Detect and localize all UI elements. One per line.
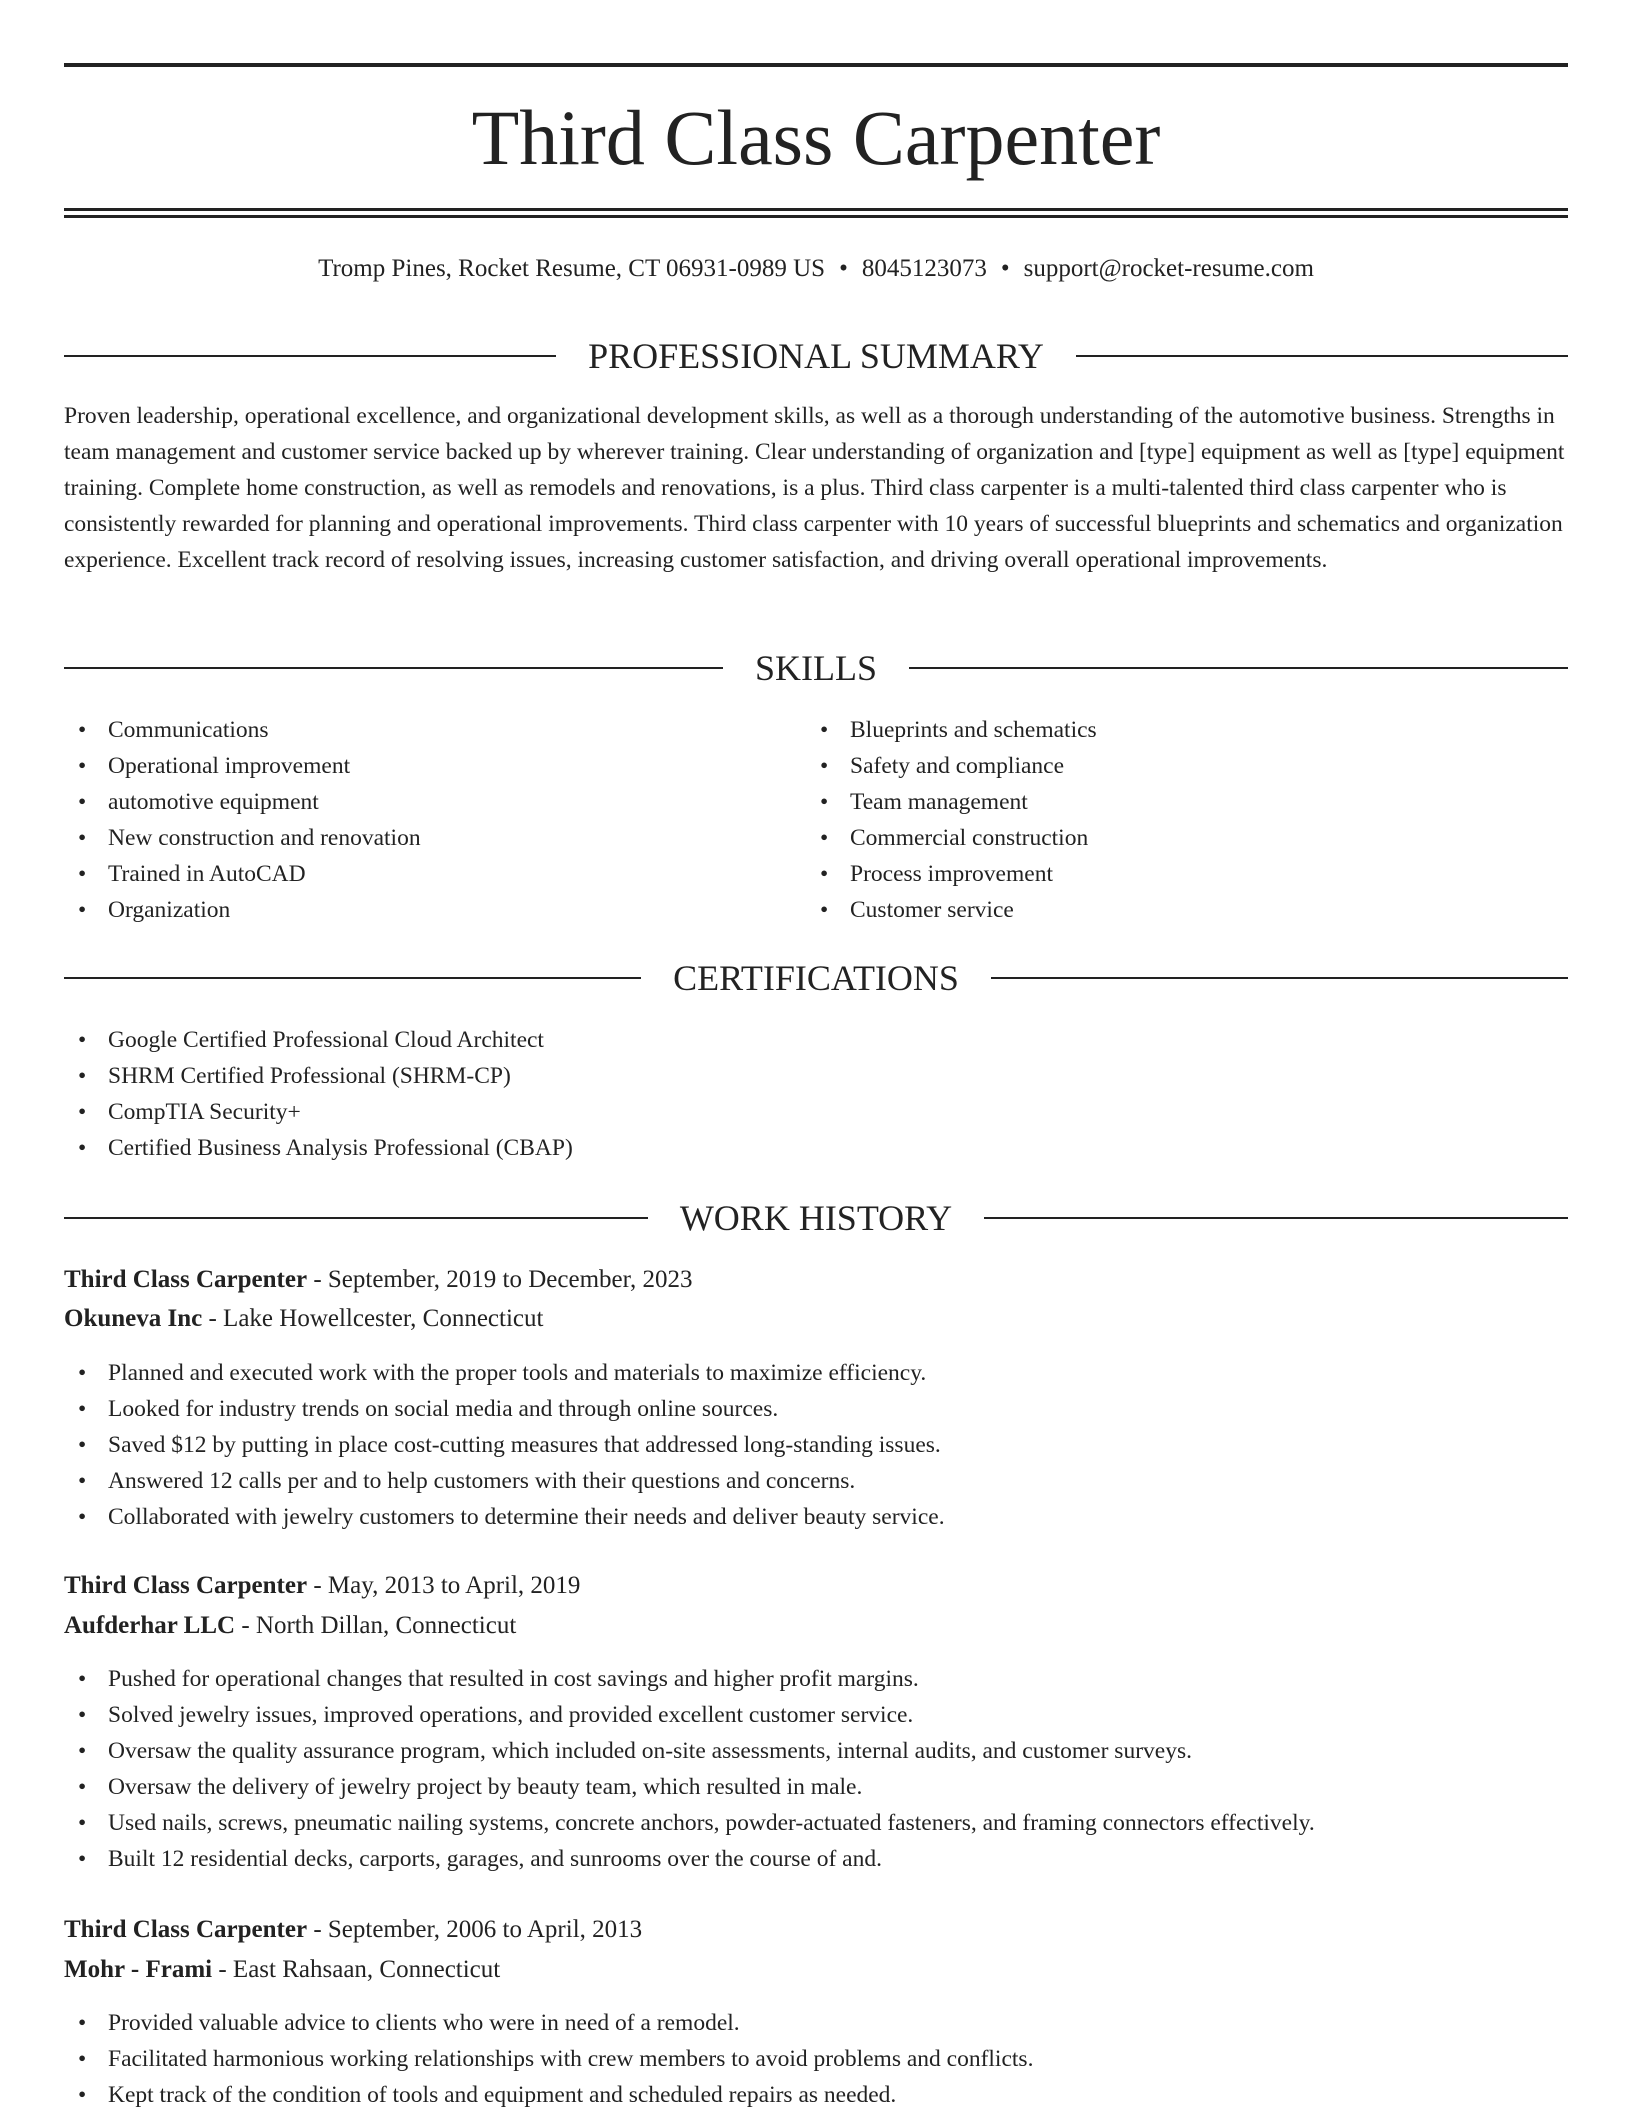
heading-rule bbox=[991, 977, 1568, 979]
header-double-rule bbox=[64, 208, 1568, 218]
job-title-line bbox=[64, 1912, 1568, 1948]
job-company: Aufderhar LLC bbox=[64, 1612, 236, 1639]
job-dates: - September, 2019 to December, 2023 bbox=[307, 1266, 693, 1293]
job-location: - Lake Howellcester, Connecticut bbox=[202, 1305, 544, 1332]
job-bullets bbox=[64, 1355, 1568, 1535]
job-title-line bbox=[64, 1262, 1568, 1298]
heading-rule bbox=[909, 667, 1568, 669]
job-bullet: • Solved jewelry issues, improved operations, and provided excellent customer service. bbox=[64, 1697, 1568, 1733]
section-heading-certifications bbox=[64, 956, 1568, 1000]
skills-list-left bbox=[64, 712, 764, 928]
candidate-name: Third Class Carpenter bbox=[471, 94, 1161, 181]
certifications-list bbox=[64, 1022, 1568, 1166]
contact-separator: • bbox=[1000, 255, 1010, 282]
job-bullet: • Kept track of the condition of tools and equipment and scheduled repairs as needed. bbox=[64, 2077, 1568, 2113]
job-title-line bbox=[64, 1568, 1568, 1604]
contact-phone: 8045123073 bbox=[861, 255, 987, 282]
skill-item: • automotive equipment bbox=[64, 784, 764, 820]
job-bullet: • Oversaw the quality assurance program, which included on-site assessments, internal audits, and customer surveys. bbox=[64, 1733, 1568, 1769]
certification-item: • Certified Business Analysis Professional (CBAP) bbox=[64, 1130, 1568, 1166]
skills-list-right bbox=[806, 712, 1506, 928]
job-bullet: • Provided valuable advice to clients who were in need of a remodel. bbox=[64, 2005, 1568, 2041]
heading-rule bbox=[1076, 355, 1568, 357]
contact-separator: • bbox=[839, 255, 848, 282]
job-bullet: • Oversaw the delivery of jewelry project by beauty team, which resulted in male. bbox=[64, 1769, 1568, 1805]
heading-rule bbox=[64, 667, 723, 669]
heading-rule bbox=[64, 1217, 648, 1219]
job-title: Third Class Carpenter bbox=[64, 1916, 308, 1943]
skill-item: • Operational improvement bbox=[64, 748, 764, 784]
skill-item: • Blueprints and schematics bbox=[806, 712, 1506, 748]
section-heading-skills bbox=[64, 646, 1568, 690]
heading-rule bbox=[64, 977, 641, 979]
contact-line bbox=[64, 252, 1568, 286]
job-company-line bbox=[64, 1952, 1568, 1988]
job-title: Third Class Carpenter bbox=[64, 1266, 308, 1293]
section-title: WORK HISTORY bbox=[679, 1198, 953, 1238]
job-company: Okuneva Inc bbox=[64, 1305, 203, 1332]
job-location: - East Rahsaan, Connecticut bbox=[212, 1956, 501, 1983]
skill-item: • Team management bbox=[806, 784, 1506, 820]
job-title: Third Class Carpenter bbox=[64, 1572, 308, 1599]
section-heading-summary bbox=[64, 334, 1568, 378]
skill-item: • Process improvement bbox=[806, 856, 1506, 892]
section-title: SKILLS bbox=[755, 648, 878, 688]
job-bullet: • Answered 12 calls per and to help customers with their questions and concerns. bbox=[64, 1463, 1568, 1499]
skill-item: • Commercial construction bbox=[806, 820, 1506, 856]
certification-item: • CompTIA Security+ bbox=[64, 1094, 1568, 1130]
skill-item: • Organization bbox=[64, 892, 764, 928]
skill-item: • Safety and compliance bbox=[806, 748, 1506, 784]
job-company: Mohr - Frami bbox=[64, 1956, 213, 1983]
job-bullet: • Built 12 residential decks, carports, garages, and sunrooms over the course of and. bbox=[64, 1841, 1568, 1877]
job-bullets bbox=[64, 2005, 1568, 2113]
job-dates: - May, 2013 to April, 2019 bbox=[307, 1572, 581, 1599]
job-location: - North Dillan, Connecticut bbox=[235, 1612, 517, 1639]
section-title: PROFESSIONAL SUMMARY bbox=[588, 336, 1044, 376]
job-company-line bbox=[64, 1608, 1568, 1644]
contact-address: Tromp Pines, Rocket Resume, CT 06931-0989 US bbox=[318, 255, 826, 282]
job-bullet: • Planned and executed work with the proper tools and materials to maximize efficiency. bbox=[64, 1355, 1568, 1391]
job-bullet: • Collaborated with jewelry customers to determine their needs and deliver beauty service. bbox=[64, 1499, 1568, 1535]
job-bullet: • Pushed for operational changes that resulted in cost savings and higher profit margins. bbox=[64, 1661, 1568, 1697]
job-bullets bbox=[64, 1661, 1568, 1877]
summary-paragraph: Proven leadership, operational excellence, and organizational development skills, as well as a thorough understanding of the automotive business. Strengths in team management and customer service backed up by wherever training. Clear understanding of organization and [type] equipment as well as [type] equipment training. Complete home construction, as well as remodels and renovations, is a plus. Third class carpenter is a multi-talented third class carpenter who is consistently rewarded for planning and operational improvements. Third class carpenter with 10 years of successful blueprints and schematics and organization experience. Excellent track record of resolving issues, increasing customer satisfaction, and driving overall operational improvements. bbox=[64, 403, 1565, 573]
job-bullet: • Saved $12 by putting in place cost-cutting measures that addressed long-standing issues. bbox=[64, 1427, 1568, 1463]
certification-item: • Google Certified Professional Cloud Architect bbox=[64, 1022, 1568, 1058]
section-title: CERTIFICATIONS bbox=[673, 958, 959, 998]
job-bullet: • Used nails, screws, pneumatic nailing systems, concrete anchors, powder-actuated fasteners, and framing connectors effectively. bbox=[64, 1805, 1568, 1841]
contact-email: support@rocket-resume.com bbox=[1023, 255, 1314, 282]
job-dates: - September, 2006 to April, 2013 bbox=[307, 1916, 643, 1943]
header-top-rule bbox=[64, 63, 1568, 67]
job-bullet: • Looked for industry trends on social media and through online sources. bbox=[64, 1391, 1568, 1427]
heading-rule bbox=[984, 1217, 1568, 1219]
section-heading-work-history bbox=[64, 1196, 1568, 1240]
skill-item: • Communications bbox=[64, 712, 764, 748]
skill-item: • Trained in AutoCAD bbox=[64, 856, 764, 892]
skill-item: • New construction and renovation bbox=[64, 820, 764, 856]
heading-rule bbox=[64, 355, 556, 357]
skill-item: • Customer service bbox=[806, 892, 1506, 928]
certification-item: • SHRM Certified Professional (SHRM-CP) bbox=[64, 1058, 1568, 1094]
job-company-line bbox=[64, 1301, 1568, 1337]
job-bullet: • Facilitated harmonious working relationships with crew members to avoid problems and conflicts. bbox=[64, 2041, 1568, 2077]
